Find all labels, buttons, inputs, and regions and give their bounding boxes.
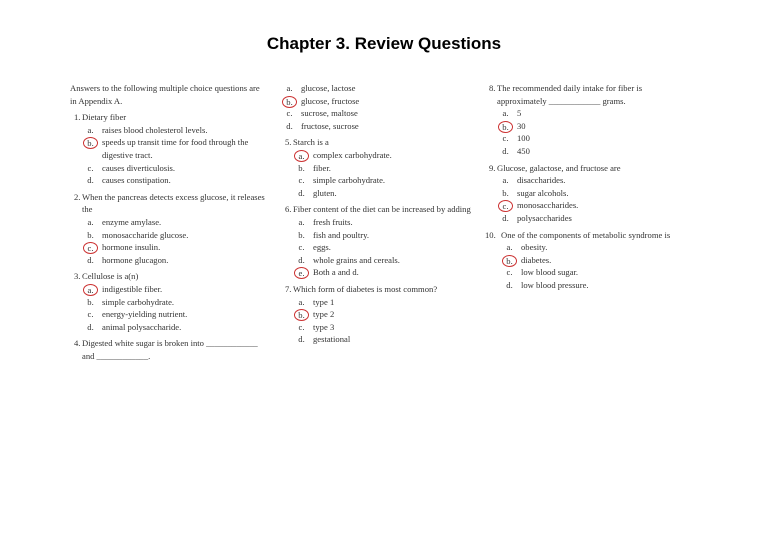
- column-1: [70, 82, 265, 362]
- page-title: Chapter 3. Review Questions: [266, 34, 502, 53]
- option-letter: c.: [298, 321, 305, 332]
- question-text: Starch is a: [293, 137, 329, 148]
- option-5a: [293, 149, 471, 162]
- option-letter: d.: [87, 175, 94, 186]
- option-letter: d.: [87, 254, 94, 265]
- option-6c: [293, 241, 471, 254]
- option-letter: a.: [286, 83, 293, 93]
- option-text: type 2: [313, 309, 335, 320]
- option-letter: d.: [298, 187, 305, 198]
- option-letter: b.: [87, 296, 94, 307]
- option-letter: a.: [87, 216, 94, 227]
- question-4: [70, 337, 265, 362]
- option-1b: [82, 136, 265, 161]
- option-6e: [293, 266, 471, 279]
- option-letter: d.: [502, 212, 509, 223]
- option-letter: b.: [298, 229, 305, 240]
- option-letter: c.: [506, 267, 513, 278]
- answer-circle-letter: a.: [83, 284, 98, 296]
- option-text: fish and poultry.: [313, 229, 370, 240]
- option-3d: [82, 321, 265, 334]
- option-text: glucose, fructose: [301, 95, 360, 106]
- option-4c: [281, 107, 471, 120]
- option-letter: a.: [87, 124, 94, 135]
- question-number: 2.: [74, 191, 81, 202]
- question-text: Digested white sugar is broken into ____________ and ____________.: [82, 338, 258, 361]
- option-letter: a.: [298, 216, 305, 227]
- question-number: 8.: [489, 83, 496, 93]
- option-text: Both a and d.: [313, 267, 359, 278]
- option-text: animal polysaccharide.: [102, 321, 182, 332]
- question-1: [70, 111, 265, 187]
- option-letter: b.: [87, 229, 94, 240]
- option-10d: [501, 279, 675, 292]
- answer-circle-letter: b.: [83, 137, 98, 149]
- option-6d: [293, 254, 471, 267]
- option-text: causes constipation.: [102, 175, 171, 186]
- option-7b: [293, 308, 471, 321]
- option-text: monosaccharides.: [517, 200, 579, 211]
- option-letter: c.: [87, 162, 94, 173]
- option-text: glucose, lactose: [301, 83, 356, 93]
- question-number: 9.: [489, 162, 496, 173]
- option-text: obesity.: [521, 242, 548, 253]
- option-7a: [293, 296, 471, 309]
- question-text: One of the components of metabolic syndrome is: [501, 229, 671, 240]
- question-text: Which form of diabetes is most common?: [293, 283, 438, 294]
- option-6b: [293, 229, 471, 242]
- option-6a: [293, 216, 471, 229]
- option-text: polysaccharides: [517, 212, 572, 223]
- option-letter: c.: [286, 108, 293, 119]
- option-9d: [497, 212, 675, 225]
- option-4a: [281, 82, 471, 95]
- question-number: 4.: [74, 338, 81, 349]
- option-letter: d.: [502, 145, 509, 156]
- option-2b: [82, 229, 265, 242]
- option-text: sugar alcohols.: [517, 187, 569, 198]
- option-9b: [497, 187, 675, 200]
- option-text: energy-yielding nutrient.: [102, 309, 188, 320]
- option-text: monosaccharide glucose.: [102, 229, 189, 240]
- option-text: fructose, sucrose: [301, 120, 359, 131]
- option-letter: d.: [286, 120, 293, 131]
- option-letter: b.: [502, 187, 509, 198]
- option-letter: a.: [506, 242, 513, 253]
- option-8a: [497, 107, 675, 120]
- option-text: simple carbohydrate.: [102, 296, 175, 307]
- option-text: causes diverticulosis.: [102, 162, 176, 173]
- option-text: enzyme amylase.: [102, 216, 162, 227]
- option-text: 30: [517, 120, 526, 131]
- option-10b: [501, 254, 675, 267]
- option-letter: d.: [298, 254, 305, 265]
- question-5: [281, 136, 471, 199]
- option-7c: [293, 321, 471, 334]
- answer-circle-letter: c.: [498, 200, 513, 212]
- option-3c: [82, 308, 265, 321]
- answer-circle-letter: b.: [498, 121, 513, 133]
- option-text: disaccharides.: [517, 175, 566, 186]
- option-10c: [501, 266, 675, 279]
- option-letter: c.: [502, 133, 509, 144]
- option-4d: [281, 120, 471, 133]
- option-letter: a.: [298, 296, 305, 307]
- question-number: 10.: [485, 229, 496, 240]
- option-1a: [82, 124, 265, 137]
- option-3b: [82, 296, 265, 309]
- question-number: 5.: [285, 137, 292, 148]
- option-10a: [501, 241, 675, 254]
- question-2: [70, 191, 265, 267]
- question-text: Fiber content of the diet can be increased by adding: [293, 204, 471, 215]
- option-2c: [82, 241, 265, 254]
- option-letter: c.: [298, 242, 305, 253]
- option-9c: [497, 199, 675, 212]
- answer-circle-letter: b.: [294, 309, 309, 321]
- answer-circle-letter: c.: [83, 242, 98, 254]
- option-letter: c.: [87, 309, 94, 320]
- option-text: type 1: [313, 296, 335, 307]
- option-letter: d.: [87, 321, 94, 332]
- question-text: Glucose, galactose, and fructose are: [497, 162, 621, 173]
- option-text: raises blood cholesterol levels.: [102, 124, 208, 135]
- option-text: gestational: [313, 334, 351, 345]
- option-letter: b.: [298, 162, 305, 173]
- option-text: hormone glucagon.: [102, 254, 169, 265]
- answer-circle-letter: e.: [294, 267, 309, 279]
- option-text: diabetes.: [521, 254, 552, 265]
- question-3: [70, 270, 265, 333]
- option-letter: a.: [502, 175, 509, 186]
- option-text: 100: [517, 133, 530, 144]
- option-text: 5: [517, 108, 522, 119]
- question-number: 1.: [74, 112, 81, 123]
- option-4b: [281, 95, 471, 108]
- question-number: 6.: [285, 204, 292, 215]
- question-6: [281, 203, 471, 279]
- option-1c: [82, 162, 265, 175]
- question-10: [485, 229, 675, 292]
- question-number: 3.: [74, 271, 81, 282]
- question-9: [485, 162, 675, 225]
- column-2: [281, 82, 471, 346]
- column-3: [485, 82, 675, 292]
- option-text: complex carbohydrate.: [313, 149, 392, 160]
- option-letter: c.: [298, 175, 305, 186]
- answer-circle-letter: b.: [282, 96, 297, 108]
- option-text: fresh fruits.: [313, 216, 353, 227]
- option-3a: [82, 283, 265, 296]
- option-text: sucrose, maltose: [301, 108, 358, 119]
- option-text: gluten.: [313, 187, 337, 198]
- option-text: type 3: [313, 321, 335, 332]
- option-8d: [497, 145, 675, 158]
- option-text: whole grains and cereals.: [313, 254, 400, 265]
- intro-text: Answers to the following multiple choice questions are in Appendix A.: [70, 83, 260, 106]
- option-5c: [293, 174, 471, 187]
- question-text: Dietary fiber: [82, 112, 127, 123]
- answer-circle-letter: a.: [294, 150, 309, 162]
- option-7d: [293, 333, 471, 346]
- option-9a: [497, 174, 675, 187]
- question-4-options: [281, 82, 471, 132]
- option-text: simple carbohydrate.: [313, 175, 386, 186]
- option-letter: d.: [298, 334, 305, 345]
- question-text: When the pancreas detects excess glucose, it releases the: [82, 191, 265, 215]
- question-text: Cellulose is a(n): [82, 271, 139, 282]
- option-text: 450: [517, 145, 530, 156]
- option-2a: [82, 216, 265, 229]
- question-text: The recommended daily intake for fiber is approximately ____________ grams.: [497, 83, 643, 106]
- option-letter: d.: [506, 279, 513, 290]
- option-5b: [293, 162, 471, 175]
- option-8b: [497, 120, 675, 133]
- option-text: fiber.: [313, 162, 331, 173]
- option-text: hormone insulin.: [102, 242, 161, 253]
- option-letter: a.: [502, 108, 509, 119]
- option-text: low blood sugar.: [521, 267, 579, 278]
- option-1d: [82, 174, 265, 187]
- option-2d: [82, 254, 265, 267]
- option-text: indigestible fiber.: [102, 283, 163, 294]
- option-text: speeds up transit time for food through the digestive tract.: [102, 137, 249, 160]
- option-text: eggs.: [313, 242, 331, 253]
- question-8: [485, 82, 675, 158]
- question-7: [281, 283, 471, 346]
- answer-circle-letter: b.: [502, 255, 517, 267]
- option-text: low blood pressure.: [521, 279, 589, 290]
- option-8c: [497, 132, 675, 145]
- question-number: 7.: [285, 283, 292, 294]
- option-5d: [293, 187, 471, 200]
